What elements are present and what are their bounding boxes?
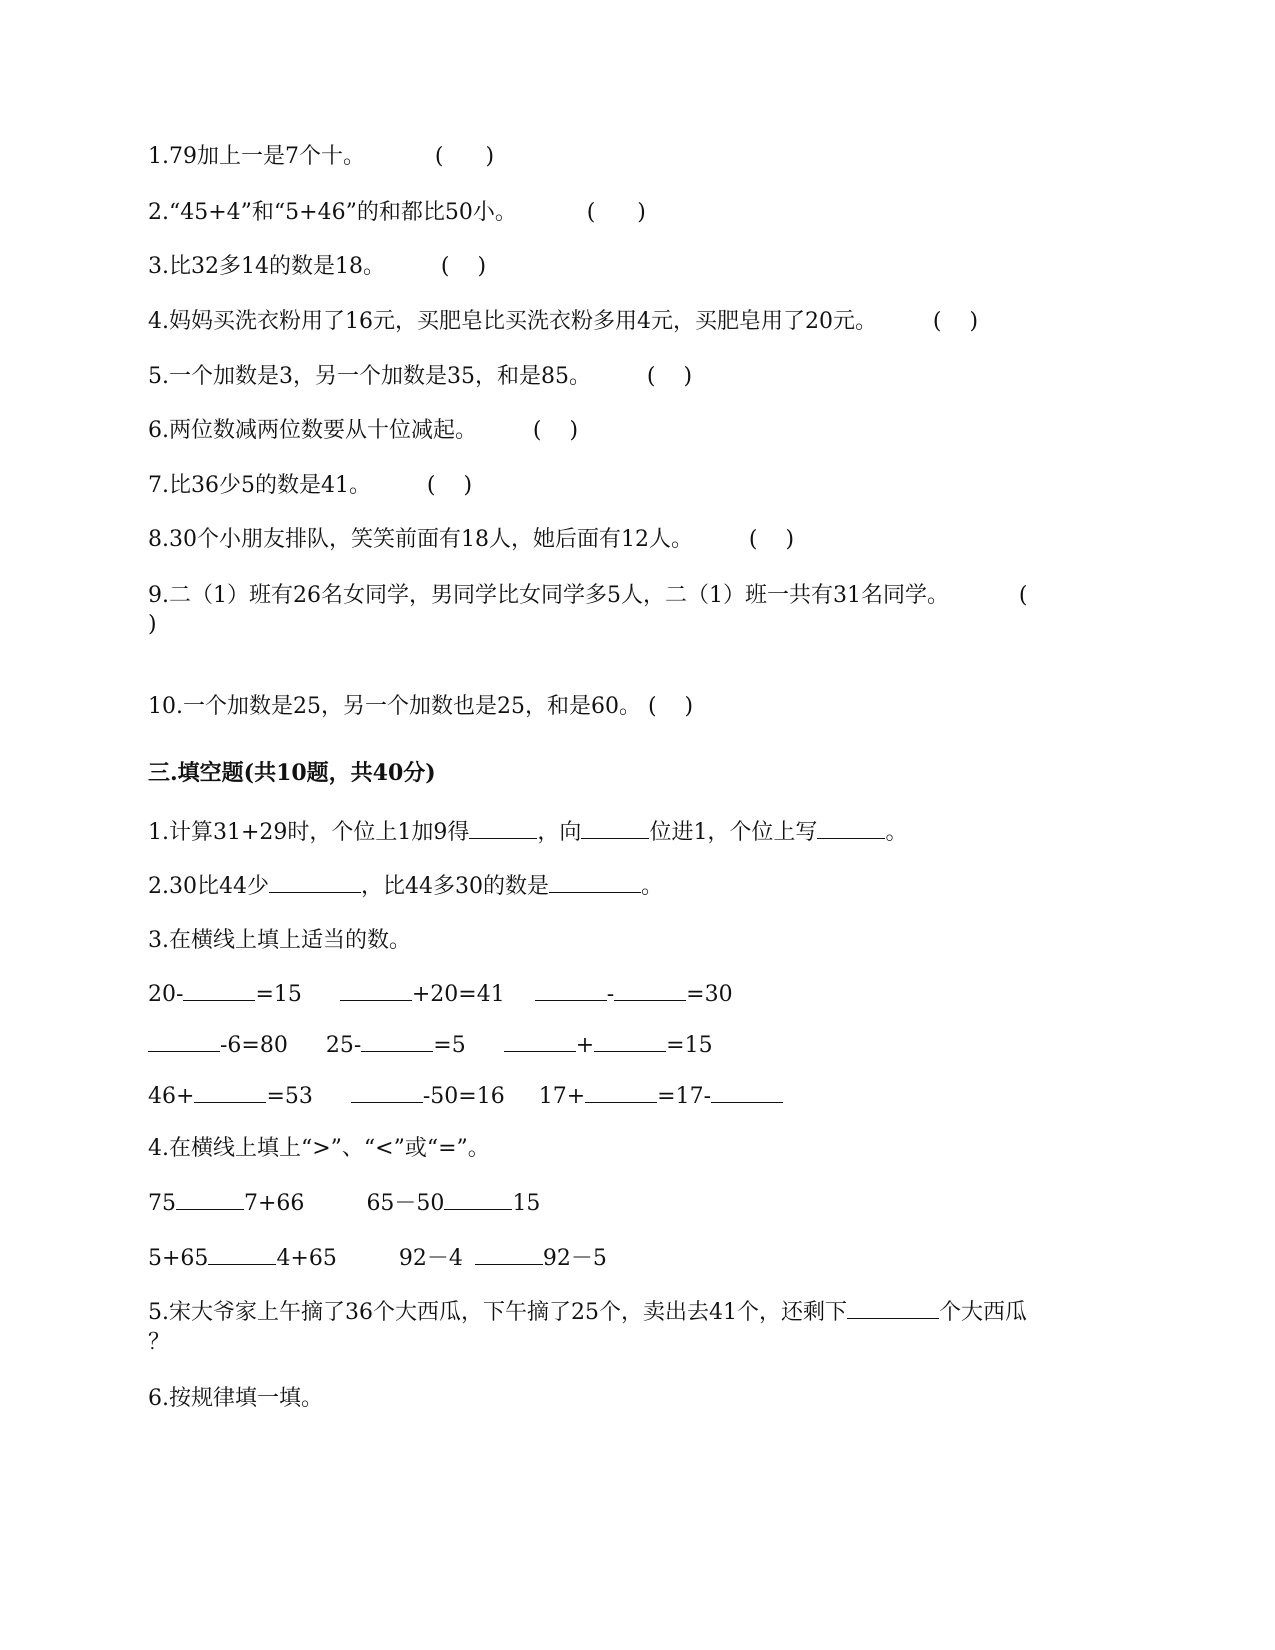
tf-question-9-bracket: ) — [148, 612, 157, 637]
answer-blank[interactable] — [585, 1082, 657, 1103]
tf-question-9: 9.二（1）班有26名女同学，男同学比女同学多5人，二（1）班一共有31名同学。 ( — [148, 583, 1028, 608]
answer-blank[interactable] — [183, 980, 255, 1001]
fill-question-1: 1.计算31+29时，个位上1加9得 ，向 位进1，个位上写 。 — [148, 820, 908, 845]
answer-blank[interactable] — [549, 872, 641, 893]
tf-question-8: 8.30个小朋友排队，笑笑前面有18人，她后面有12人。 ( ) — [148, 527, 795, 552]
answer-blank[interactable] — [614, 980, 686, 1001]
answer-blank[interactable] — [269, 872, 361, 893]
answer-blank[interactable] — [444, 1189, 512, 1210]
answer-blank[interactable] — [148, 1031, 220, 1052]
answer-blank[interactable] — [469, 818, 537, 839]
fill-question-2: 2.30比44少 ，比44多30的数是 。 — [148, 874, 663, 899]
tf-question-6: 6.两位数减两位数要从十位减起。 ( ) — [148, 418, 579, 443]
answer-blank[interactable] — [351, 1082, 423, 1103]
answer-blank[interactable] — [340, 980, 412, 1001]
tf-question-3: 3.比32多14的数是18。 ( ) — [148, 254, 487, 279]
fill-q3-row-3: 46+ =53 -50=16 17+ =17- — [148, 1082, 783, 1112]
tf-question-5: 5.一个加数是3，另一个加数是35，和是85。 ( ) — [148, 364, 693, 389]
fill-q4-row-2: 5+65 4+65 92－4 92－5 — [148, 1246, 607, 1271]
answer-blank[interactable] — [194, 1082, 266, 1103]
fill-q4-row-1: 75 7+66 65－50 15 — [148, 1191, 541, 1216]
answer-blank[interactable] — [504, 1031, 576, 1052]
tf-question-4: 4.妈妈买洗衣粉用了16元，买肥皂比买洗衣粉多用4元，买肥皂用了20元。 ( ) — [148, 309, 979, 334]
tf-question-1: 1.79加上一是7个十。 ( ) — [148, 144, 495, 169]
fill-question-6-title: 6.按规律填一填。 — [148, 1386, 323, 1411]
answer-blank[interactable] — [208, 1244, 276, 1265]
fill-q3-row-1: 20- =15 +20=41 - =30 — [148, 982, 733, 1007]
answer-blank[interactable] — [176, 1189, 244, 1210]
section-heading: 三.填空题(共10题，共40分) — [148, 760, 436, 786]
tf-question-7: 7.比36少5的数是41。 ( ) — [148, 473, 473, 498]
answer-blank[interactable] — [475, 1244, 543, 1265]
fill-question-4-title: 4.在横线上填上“>”、“<”或“=”。 — [148, 1136, 490, 1161]
answer-blank[interactable] — [817, 818, 885, 839]
tf-question-10: 10.一个加数是25，另一个加数也是25，和是60。 ( ) — [148, 694, 694, 719]
answer-blank[interactable] — [361, 1031, 433, 1052]
answer-blank[interactable] — [581, 818, 649, 839]
fill-question-5-end: ？ — [148, 1330, 171, 1355]
answer-blank[interactable] — [594, 1031, 666, 1052]
fill-q3-row-2: -6=80 25- =5 + =15 — [148, 1031, 713, 1061]
answer-blank[interactable] — [535, 980, 607, 1001]
answer-blank[interactable] — [711, 1082, 783, 1103]
answer-blank[interactable] — [847, 1298, 939, 1319]
fill-question-5: 5.宋大爷家上午摘了36个大西瓜，下午摘了25个，卖出去41个，还剩下 个大西瓜 — [148, 1300, 1027, 1325]
fill-question-3-title: 3.在横线上填上适当的数。 — [148, 928, 411, 953]
tf-question-2: 2.“45+4”和“5+46”的和都比50小。 ( ) — [148, 200, 646, 225]
